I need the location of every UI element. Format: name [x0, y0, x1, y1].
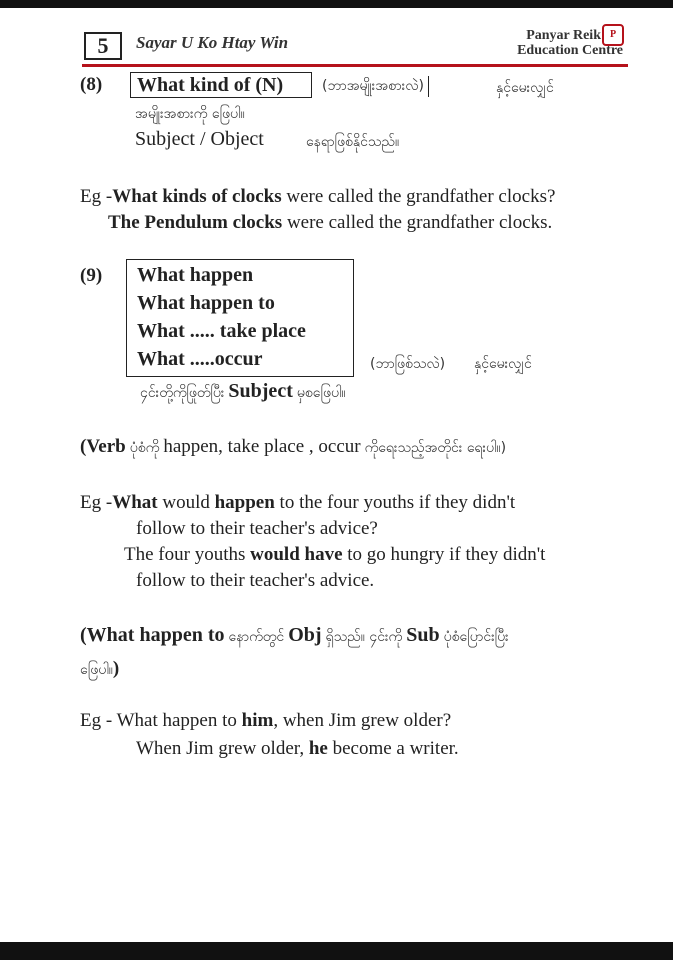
section-9-example-1: Eg -What would happen to the four youths if they didn't [80, 492, 516, 513]
author-name: Sayar U Ko Htay Win [136, 33, 289, 52]
section-9-box [126, 259, 354, 377]
section-9-box-line: What ..... take place [137, 320, 306, 342]
note-2-line-1: (What happen to နောက်တွင် Obj ရှိသည်။ ၄င်းကို Sub ပုံစံပြောင်းပြီး [80, 624, 509, 646]
header-rule [82, 64, 628, 67]
section-9-paren: (ဘာဖြစ်သလဲ) [370, 356, 446, 372]
section-9-instruction: ၄င်းတို့ကိုဖြုတ်ပြီး Subject မှစဖြေပါ။ [140, 380, 346, 402]
section-9-example-2-line-2: follow to their teacher's advice. [136, 570, 375, 591]
section-9-box-line: What happen [137, 264, 254, 286]
note-2-line-2: ဖြေပါ။) [80, 658, 120, 679]
section-8-example-1: Eg -What kinds of clocks were called the grandfather clocks? [80, 186, 556, 207]
section-8-boxed-phrase: What kind of (N) [130, 72, 312, 98]
brand-name: Panyar Reik [526, 28, 601, 43]
section-8-example-2: The Pendulum clocks were called the grandfather clocks. [108, 212, 553, 233]
section-9-box-line: What happen to [137, 292, 275, 314]
example-3-line-2: When Jim grew older, he become a writer. [136, 738, 459, 759]
page-number: 5 [84, 32, 122, 60]
section-9-note: (Verb ပုံစံကို happen, take place , occur ကိုရေးသည့်အတိုင်း ရေးပါ။) [80, 436, 507, 457]
top-border [0, 0, 673, 8]
brand-logo-icon: P [602, 24, 624, 46]
section-8-subject-object: Subject / Object [135, 128, 264, 150]
section-8-myanmar-3: နေရာဖြစ်နိုင်သည်။ [306, 134, 400, 150]
section-9-number: (9) [80, 265, 103, 286]
section-8-number: (8) [80, 74, 103, 95]
section-9-myanmar-1: နှင့်မေးလျှင် [474, 356, 532, 372]
bottom-border [0, 942, 673, 960]
section-9-example-1-line-2: follow to their teacher's advice? [136, 518, 378, 539]
section-8-paren: (ဘာအမျိုးအစားလဲ) [322, 76, 429, 97]
brand-subtitle: Education Centre [517, 43, 623, 58]
section-8-myanmar-1: နှင့်မေးလျှင် [496, 80, 554, 96]
example-3-line-1: Eg - What happen to him, when Jim grew older? [80, 710, 452, 731]
section-8-myanmar-2: အမျိုးအစားကို ဖြေပါ။ [135, 106, 245, 122]
brand [517, 28, 623, 58]
section-9-example-2: The four youths would have to go hungry if they didn't [124, 544, 546, 565]
section-9-box-line: What .....occur [137, 348, 263, 370]
